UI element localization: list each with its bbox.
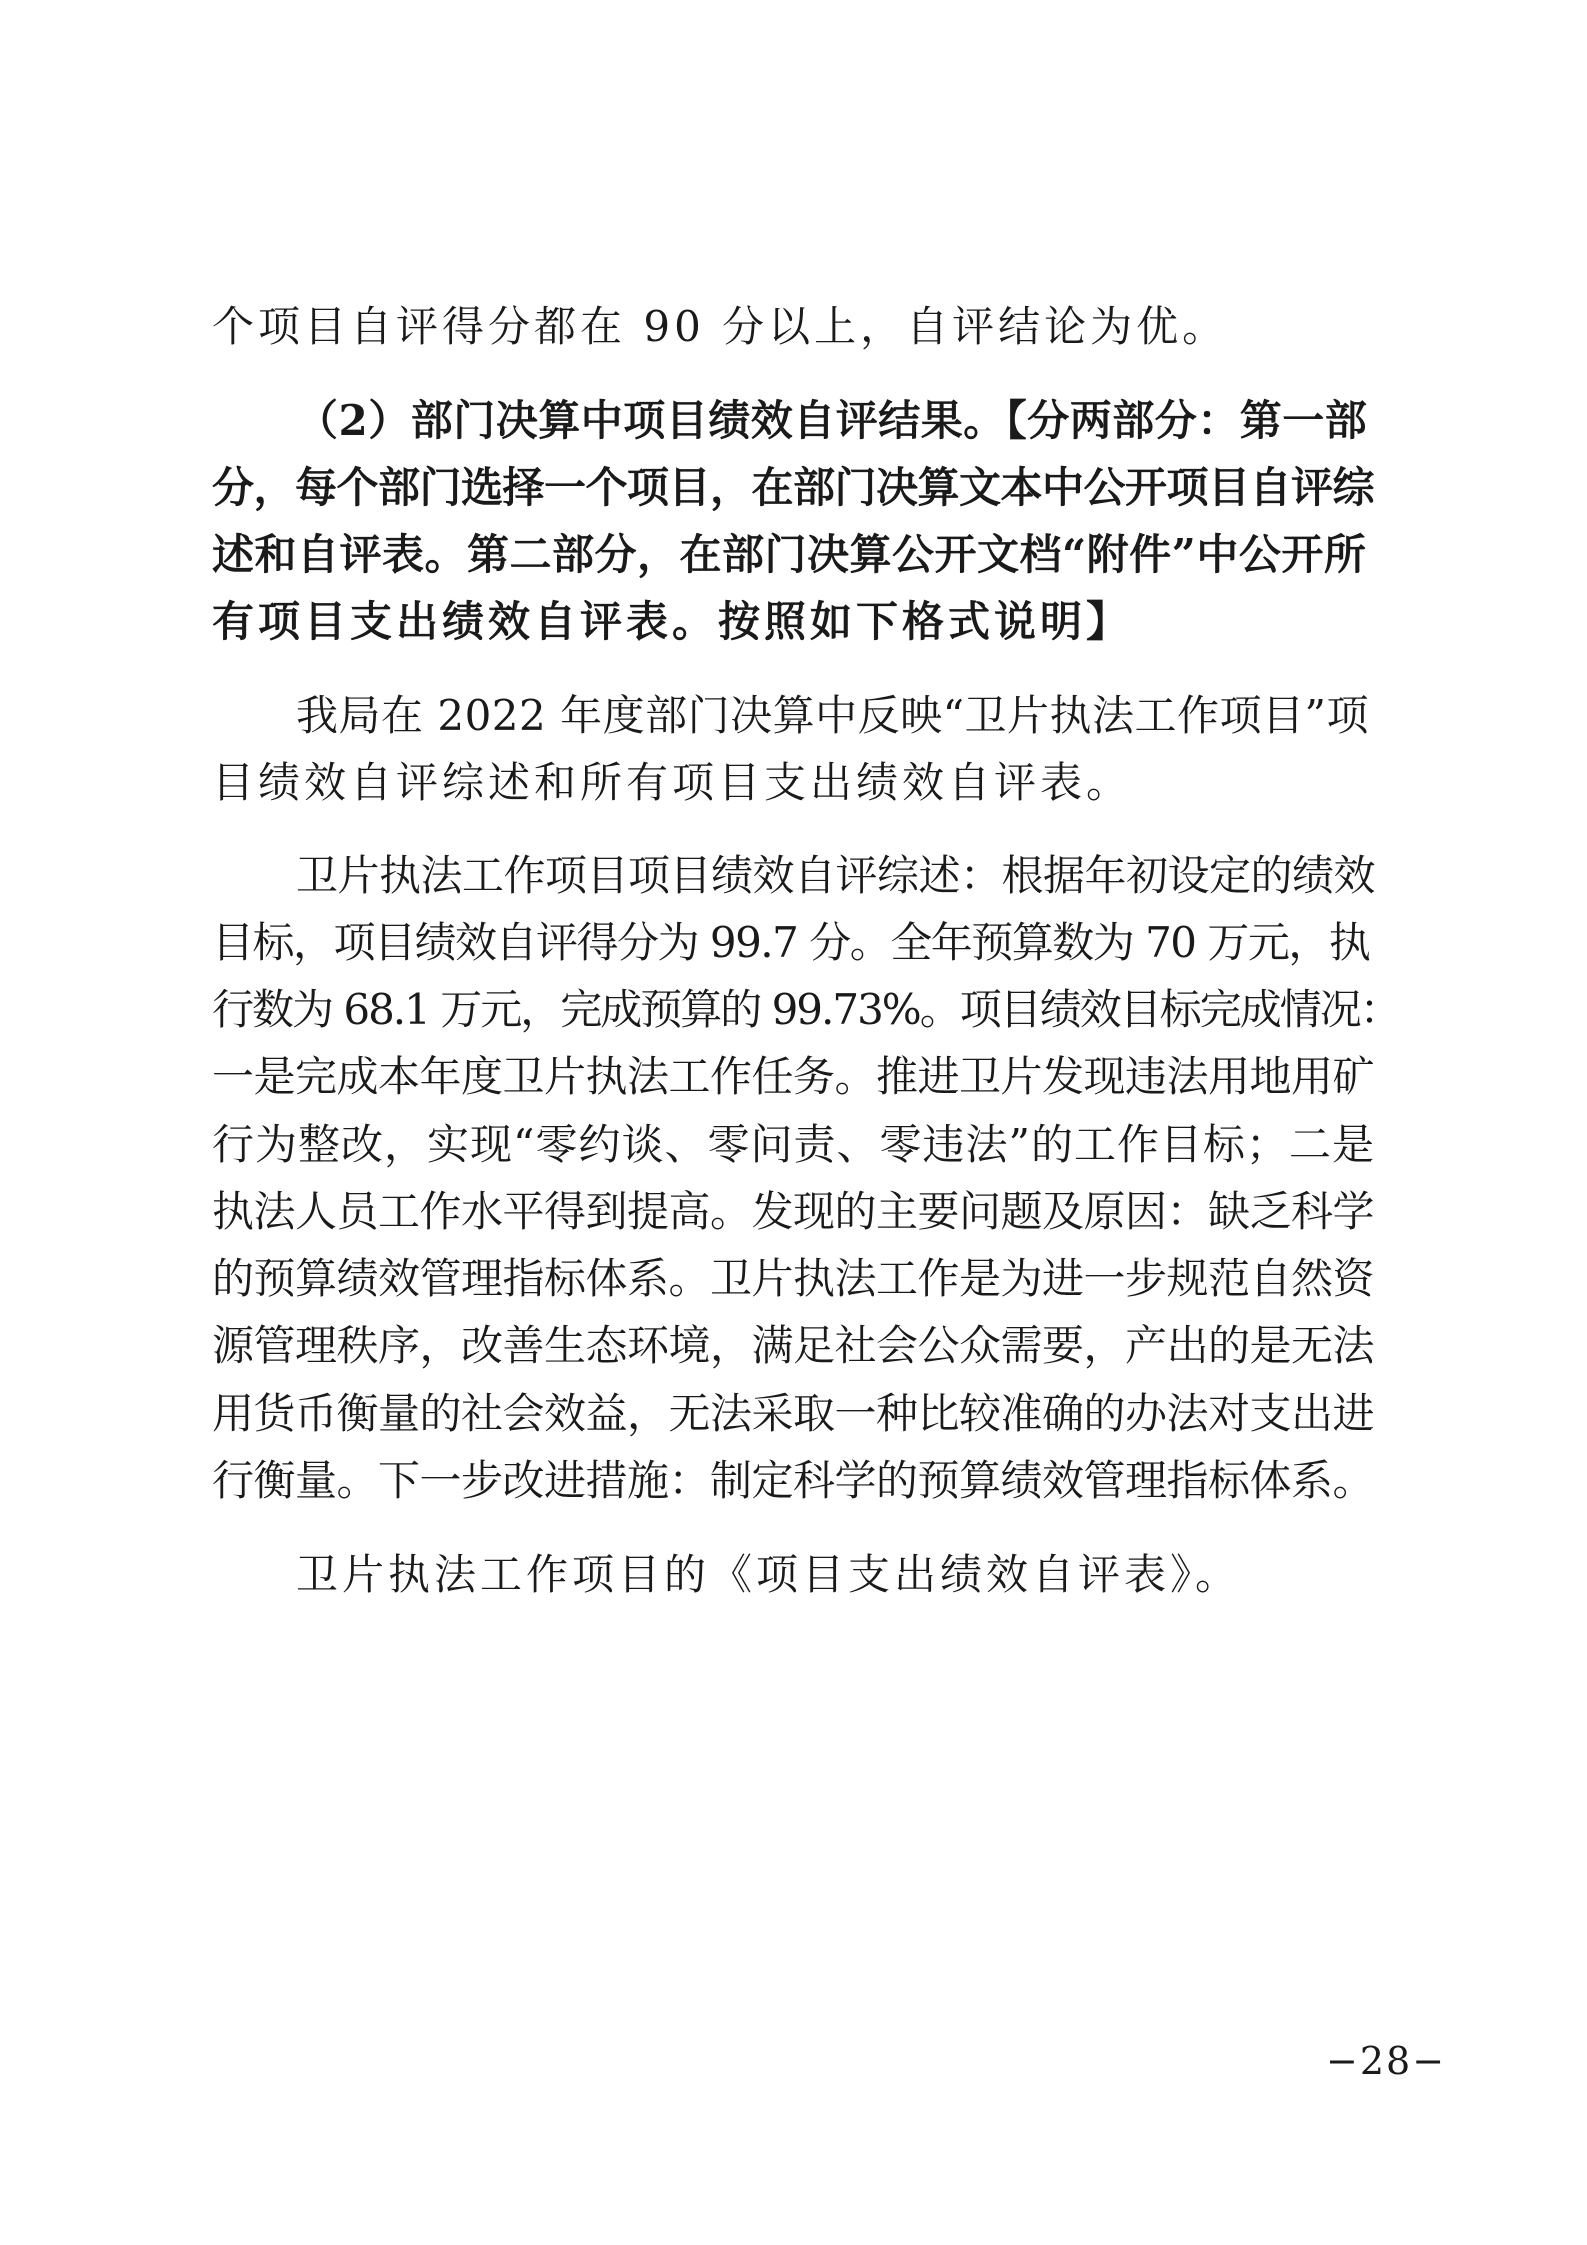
text-line: 卫片执法工作项目的《项目支出绩效自评表》。: [296, 1550, 1242, 1599]
section-heading-line: 分，每个部门选择一个项目，在部门决算文本中公开项目自评综: [212, 463, 1375, 512]
text-line: 行数为 68.1 万元，完成预算的 99.73%。项目绩效目标完成情况：: [212, 985, 1400, 1034]
text-line: 源管理秩序，改善生态环境，满足社会公众需要，产出的是无法: [212, 1321, 1375, 1370]
text-line: 一是完成本年度卫片执法工作任务。推进卫片发现违法用地用矿: [212, 1052, 1375, 1101]
text-line: 卫片执法工作项目项目绩效自评综述：根据年初设定的绩效: [296, 851, 1376, 900]
text-line: 的预算绩效管理指标体系。卫片执法工作是为进一步规范自然资: [212, 1254, 1375, 1303]
text-line: 执法人员工作水平得到提高。发现的主要问题及原因：缺乏科学: [212, 1187, 1375, 1236]
section-heading-line: （2）部门决算中项目绩效自评结果。【分两部分：第一部: [296, 396, 1368, 445]
text-line: 我局在 2022 年度部门决算中反映“卫片执法工作项目”项: [296, 691, 1370, 740]
section-heading-line: 有项目支出绩效自评表。按照如下格式说明】: [212, 597, 1133, 646]
text-line: 用货币衡量的社会效益，无法采取一种比较准确的办法对支出进: [212, 1389, 1375, 1438]
text-line: 目绩效自评综述和所有项目支出绩效自评表。: [212, 758, 1133, 807]
page-number: −28−: [1326, 2039, 1447, 2083]
section-heading-line: 述和自评表。第二部分，在部门决算公开文档“附件”中公开所: [212, 530, 1367, 579]
text-line: 行衡量。下一步改进措施：制定科学的预算绩效管理指标体系。: [212, 1456, 1375, 1505]
text-line: 行为整改，实现“零约谈、零问责、零违法”的工作目标；二是: [212, 1120, 1375, 1169]
text-line: 目标，项目绩效自评得分为 99.7 分。全年预算数为 70 万元，执: [212, 918, 1370, 967]
text-line: 个项目自评得分都在 90 分以上，自评结论为优。: [212, 302, 1229, 351]
